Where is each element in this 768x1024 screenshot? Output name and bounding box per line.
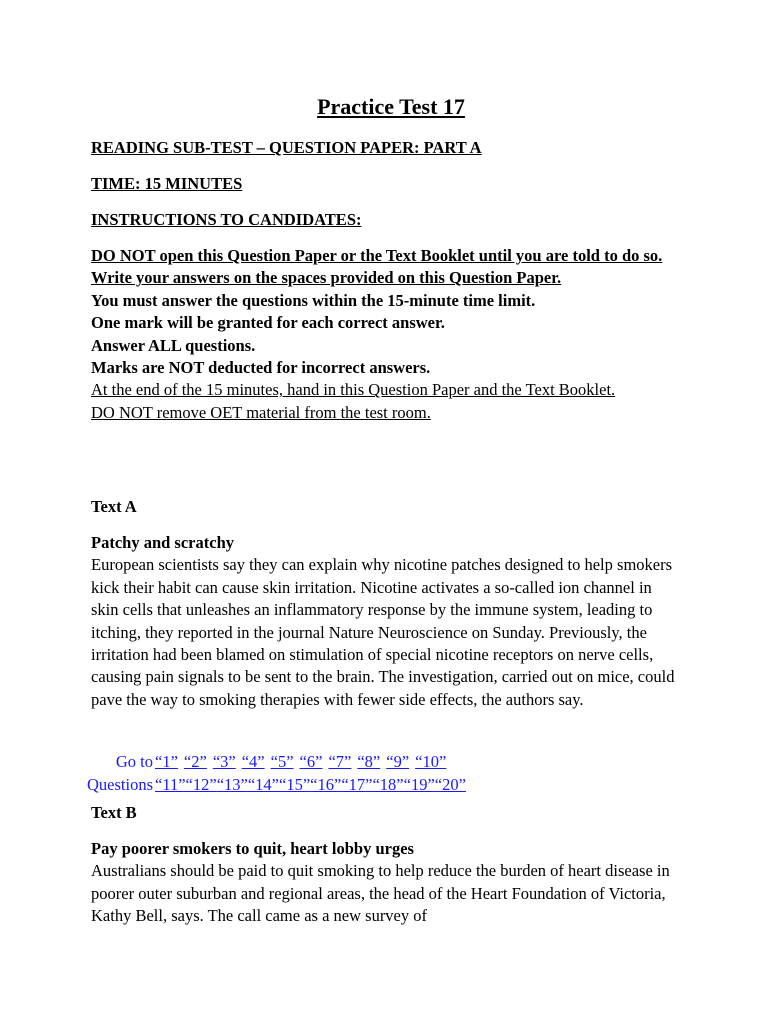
- question-link-7[interactable]: “7”: [328, 752, 352, 771]
- question-link-18[interactable]: “18”: [372, 775, 404, 794]
- instruction-item: One mark will be granted for each correct answer.: [91, 313, 445, 333]
- question-link-12[interactable]: “12”: [185, 775, 217, 794]
- question-links-row-2: [155, 773, 615, 796]
- question-link-2[interactable]: “2”: [183, 752, 207, 771]
- question-link-9[interactable]: “9”: [386, 752, 410, 771]
- text-b-label: Text B: [91, 803, 137, 822]
- text-a-article: [91, 532, 681, 711]
- go-to-questions-label: [77, 750, 153, 796]
- instruction-item: Answer ALL questions.: [91, 335, 256, 355]
- instruction-item: DO NOT open this Question Paper or the Text Booklet until you are told to do so.: [91, 246, 663, 265]
- question-link-16[interactable]: “16”: [310, 775, 342, 794]
- instruction-item: Write your answers on the spaces provided on this Question Paper.: [91, 268, 562, 288]
- question-link-6[interactable]: “6”: [299, 752, 323, 771]
- instructions-heading: INSTRUCTIONS TO CANDIDATES:: [91, 210, 362, 229]
- question-link-11[interactable]: “11”: [155, 775, 186, 794]
- question-link-4[interactable]: “4”: [241, 752, 265, 771]
- page-title: Practice Test 17: [317, 94, 465, 119]
- question-link-13[interactable]: “13”: [216, 775, 248, 794]
- text-a-headline: Patchy and scratchy: [91, 533, 234, 552]
- instruction-item: DO NOT remove OET material from the test room.: [91, 402, 431, 422]
- question-link-17[interactable]: “17”: [341, 775, 373, 794]
- question-link-1[interactable]: “1”: [155, 752, 178, 771]
- nav-label-line2: Questions: [87, 775, 153, 794]
- question-links-row-1: [155, 750, 615, 773]
- text-b-headline: Pay poorer smokers to quit, heart lobby urges: [91, 839, 414, 858]
- question-link-15[interactable]: “15”: [279, 775, 311, 794]
- text-b-article: [91, 838, 681, 928]
- instruction-item: Marks are NOT deducted for incorrect answers.: [91, 358, 431, 378]
- text-a-label: Text A: [91, 497, 137, 516]
- nav-label-line1: Go to: [115, 752, 153, 771]
- instructions-list: [91, 245, 681, 424]
- time-heading: TIME: 15 MINUTES: [91, 174, 243, 193]
- instruction-item: At the end of the 15 minutes, hand in this Question Paper and the Text Booklet.: [91, 380, 616, 400]
- question-link-8[interactable]: “8”: [357, 752, 381, 771]
- text-a-body: European scientists say they can explain why nicotine patches designed to help smokers kick their habit can cause skin irritation. Nicotine activates a so-called ion channel in skin cells that unleashes an inflammatory response by the immune system, leading to itching, they reported in the journal Nature Neuroscience on Sunday. Previously, the irritation had been blamed on stimulation of special nicotine receptors on nerve cells, causing pain signals to be sent to the brain. The investigation, carried out on mice, could pave the way to smoking therapies with fewer side effects, the authors say.: [91, 555, 675, 709]
- question-links: [155, 750, 615, 796]
- subtest-heading: READING SUB-TEST – QUESTION PAPER: PART A: [91, 138, 482, 157]
- question-link-20[interactable]: “20”: [434, 775, 466, 794]
- text-b-body: Australians should be paid to quit smoking to help reduce the burden of heart disease in poorer outer suburban and regional areas, the head of the Heart Foundation of Victoria, Kathy Bell, says. The call came as a new survey of: [91, 861, 670, 926]
- question-link-19[interactable]: “19”: [403, 775, 435, 794]
- question-link-14[interactable]: “14”: [247, 775, 280, 794]
- question-link-3[interactable]: “3”: [212, 752, 236, 771]
- instruction-item: You must answer the questions within the 15-minute time limit.: [91, 290, 536, 310]
- question-link-5[interactable]: “5”: [270, 752, 294, 771]
- question-link-10[interactable]: “10”: [415, 752, 447, 771]
